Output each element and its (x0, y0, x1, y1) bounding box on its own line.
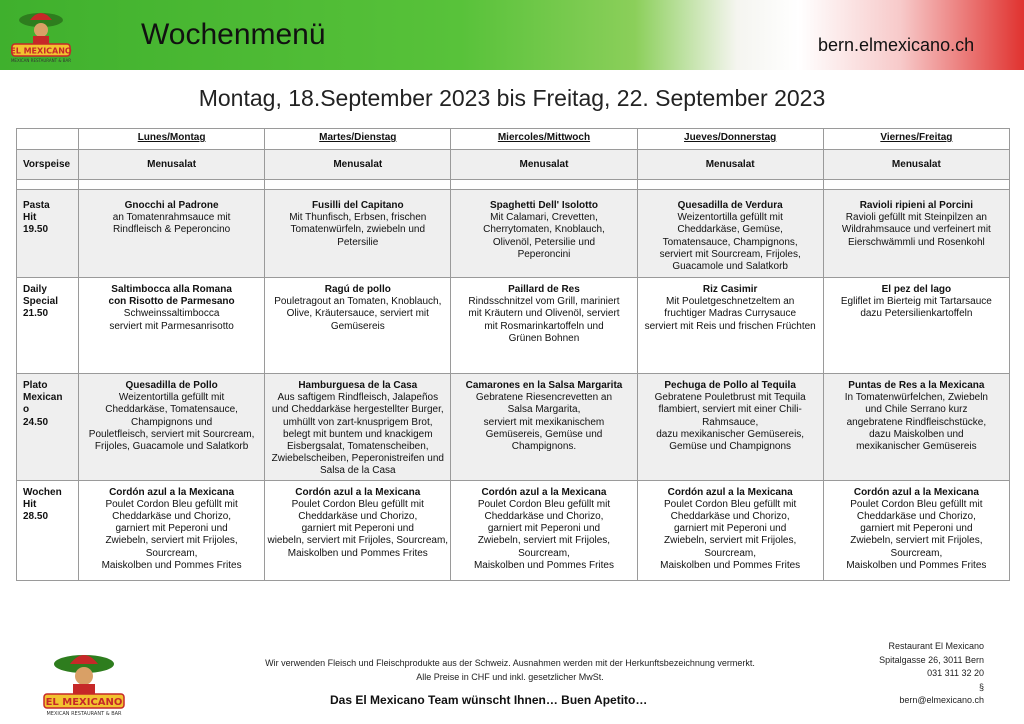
footer-note (200, 656, 820, 684)
day-header: Viernes/Freitag (823, 129, 1009, 150)
menu-table (16, 128, 1010, 581)
plato-mexicano-row (17, 374, 1010, 481)
dish-name: Gnocchi al Padrone (124, 200, 219, 211)
menu-cell: Menusalat (637, 150, 823, 180)
pasta-row (17, 190, 1010, 278)
menu-cell (637, 374, 823, 481)
dish-description: an Tomatenrahmsauce mit Rindfleisch & Peperoncino (112, 212, 231, 236)
menu-cell (79, 278, 265, 374)
dish-name: Cordón azul a la Mexicana (481, 486, 607, 498)
menu-cell (451, 278, 637, 374)
el-mexicano-logo-icon (10, 6, 72, 64)
dish-name: Ragú de pollo (324, 284, 391, 295)
dish-description: In Tomatenwürfelchen, Zwiebeln und Chile Serrano kurz angebratene Rindfleischstücke, dazu Maiskolben und mexikanischer Gemüsereis (844, 392, 988, 453)
menu-cell (79, 190, 265, 278)
dish-description: Gebratene Pouletbrust mit Tequila flambiert, serviert mit einer Chili- Rahmsauce, dazu mexikanischer Gemüsereis, Gemüse und Champignons (654, 392, 806, 453)
day-header: Martes/Dienstag (265, 129, 451, 150)
daily-special-row (17, 278, 1010, 374)
dish-description: Poulet Cordon Bleu gefüllt mit Cheddarkäse und Chorizo, garniert mit Peperoni und Zwiebeln, serviert mit Frijoles, Sourcream, Maiskolben und Pommes Frites (846, 498, 987, 571)
dish-description: Poulet Cordon Bleu gefüllt mit Cheddarkäse und Chorizo, garniert mit Peperoni und Zwiebeln, serviert mit Frijoles, Sourcream, Maiskolben und Pommes Frites (101, 498, 242, 571)
menu-cell (823, 374, 1009, 481)
address-street: Spitalgasse 26, 3011 Bern (879, 654, 984, 665)
menu-cell (265, 480, 451, 580)
row-label: Plato Mexican o 24.50 (17, 374, 79, 481)
svg-text:EL MEXICANO: EL MEXICANO (45, 697, 123, 708)
day-header-row (17, 129, 1010, 150)
wochen-hit-row (17, 480, 1010, 580)
row-label: Pasta Hit 19.50 (17, 190, 79, 278)
dish-description: Mit Thunfisch, Erbsen, frischen Tomatenwürfeln, zwiebeln und Petersilie (289, 212, 427, 248)
address-email[interactable]: bern@elmexicano.ch (899, 695, 984, 705)
dish-name: Quesadilla de Verdura (677, 200, 783, 211)
menu-cell (823, 480, 1009, 580)
el-mexicano-footer-logo-icon (40, 648, 128, 718)
dish-description: Poulet Cordon Bleu gefüllt mit Cheddarkäse und Chorizo, garniert mit Peperoni und Zwiebeln, serviert mit Frijoles, Sourcream, Maiskolben und Pommes Frites (473, 498, 614, 571)
dish-name: Ravioli ripieni al Porcini (859, 200, 974, 211)
menu-cell (451, 480, 637, 580)
dish-name: Cordón azul a la Mexicana (667, 486, 793, 498)
svg-text:MEXICAN RESTAURANT & BAR: MEXICAN RESTAURANT & BAR (46, 711, 122, 717)
dish-description: Egliflet im Bierteig mit Tartarsauce dazu Petersilienkartoffeln (840, 296, 992, 320)
day-header: Lunes/Montag (79, 129, 265, 150)
dish-description: Mit Calamari, Crevetten, Cherrytomaten, Knoblauch, Olivenöl, Petersilie und Peperoncini (483, 212, 605, 260)
dish-description: Poulet Cordon Bleu gefüllt mit Cheddarkäse und Chorizo, garniert mit Peperoni und wiebeln, serviert mit Frijoles, Sourcream, Maiskolben und Pommes Frites (267, 498, 449, 559)
menu-cell (823, 190, 1009, 278)
corner-cell (17, 129, 79, 150)
dish-name: Cordón azul a la Mexicana (853, 486, 979, 498)
menu-cell: Menusalat (265, 150, 451, 180)
address-name: Restaurant El Mexicano (888, 641, 984, 651)
menu-cell (79, 374, 265, 481)
menu-cell (637, 278, 823, 374)
dish-name: Cordón azul a la Mexicana (109, 486, 235, 498)
menu-cell (79, 480, 265, 580)
menu-cell (451, 190, 637, 278)
menu-cell (637, 480, 823, 580)
dish-description: Aus saftigem Rindfleisch, Jalapeños und Cheddarkäse hergestellter Burger, umhüllt von zart-knusprigem Brot, belegt mit buntem und knackigem Eisbergsalat, Tomatenscheiben, Zwiebelscheiben, Peperonistreifen und Salsa de la Casa (271, 392, 444, 477)
address-symbol: § (978, 681, 984, 692)
dish-name: Spaghetti Dell' Isolotto (490, 200, 598, 211)
dish-name: Quesadilla de Pollo (125, 380, 218, 391)
menu-cell (823, 278, 1009, 374)
dish-description: Ravioli gefüllt mit Steinpilzen an Wildrahmsauce und verfeinert mit Eierschwämmli und Rosenkohl (841, 212, 991, 248)
dish-name: Pechuga de Pollo al Tequila (664, 380, 796, 391)
dish-description: Mit Pouletgeschnetzeltem an fruchtiger Madras Currysauce serviert mit Reis und frischen Früchten (644, 296, 816, 332)
menu-cell (265, 374, 451, 481)
svg-text:EL MEXICANO: EL MEXICANO (10, 46, 72, 56)
dish-name: Camarones en la Salsa Margarita (465, 380, 623, 391)
menu-cell (265, 190, 451, 278)
menu-cell (265, 278, 451, 374)
dish-description: Poulet Cordon Bleu gefüllt mit Cheddarkäse und Chorizo, garniert mit Peperoni und Zwiebeln, serviert mit Frijoles, Sourcream, Maiskolben und Pommes Frites (660, 498, 801, 571)
spacer-row (17, 180, 1010, 190)
dish-name: El pez del lago (881, 284, 952, 295)
dish-description: Gebratene Riesencrevetten an Salsa Margarita, serviert mit mexikanischem Gemüsereis, Gemüse und Champignons. (475, 392, 613, 453)
dish-description: Weizentortilla gefüllt mit Cheddarkäse, Tomatensauce, Champignons und Pouletfleisch, serviert mit Sourcream, Frijoles, Guacamole und Salatkorb (88, 392, 255, 453)
menu-cell: Menusalat (451, 150, 637, 180)
footer-slogan: Das El Mexicano Team wünscht Ihnen… Buen Apetito… (330, 693, 648, 707)
dish-description: Weizentortilla gefüllt mit Cheddarkäse, Gemüse, Tomatensauce, Champignons, serviert mit Sourcream, Frijoles, Guacamole und Salatkorb (659, 212, 801, 273)
website-link[interactable]: bern.elmexicano.ch (818, 35, 975, 55)
dish-name: Fusilli del Capitano (311, 200, 404, 211)
menu-cell: Menusalat (823, 150, 1009, 180)
page-title: Wochenmenü (141, 18, 326, 51)
menu-cell: Menusalat (79, 150, 265, 180)
menu-cell (451, 374, 637, 481)
row-label: Wochen Hit 28.50 (17, 480, 79, 580)
footer-note-line: Alle Preise in CHF und inkl. gesetzlicher MwSt. (416, 672, 604, 682)
dish-name: Paillard de Res (508, 284, 580, 295)
menu-cell (637, 190, 823, 278)
dish-description: Schweinssaltimbocca serviert mit Parmesanrisotto (109, 308, 234, 332)
dish-name: Cordón azul a la Mexicana (295, 486, 421, 498)
address-block (879, 640, 984, 708)
dish-name: Riz Casimir (702, 284, 758, 295)
dish-description: Pouletragout an Tomaten, Knoblauch, Olive, Kräutersauce, serviert mit Gemüsereis (274, 296, 442, 332)
address-phone: 031 311 32 20 (927, 668, 984, 678)
row-label: Daily Special 21.50 (17, 278, 79, 374)
day-header: Jueves/Donnerstag (637, 129, 823, 150)
date-range: Montag, 18.September 2023 bis Freitag, 22. September 2023 (198, 85, 826, 111)
dish-name: Puntas de Res a la Mexicana (848, 380, 985, 391)
dish-description: Rindsschnitzel vom Grill, mariniert mit Kräutern und Olivenöl, serviert mit Rosmarinkartoffeln und Grünen Bohnen (468, 296, 620, 344)
dish-name: Saltimbocca alla Romana con Risotto de Parmesano (108, 284, 235, 308)
vorspeise-row (17, 150, 1010, 180)
row-label: Vorspeise (17, 150, 79, 180)
day-header: Miercoles/Mittwoch (451, 129, 637, 150)
dish-name: Hamburguesa de la Casa (298, 380, 418, 391)
footer-note-line: Wir verwenden Fleisch und Fleischprodukte aus der Schweiz. Ausnahmen werden mit der Herkunftsbezeichnung vermerkt. (265, 658, 755, 668)
svg-text:MEXICAN RESTAURANT & BAR: MEXICAN RESTAURANT & BAR (10, 58, 72, 63)
